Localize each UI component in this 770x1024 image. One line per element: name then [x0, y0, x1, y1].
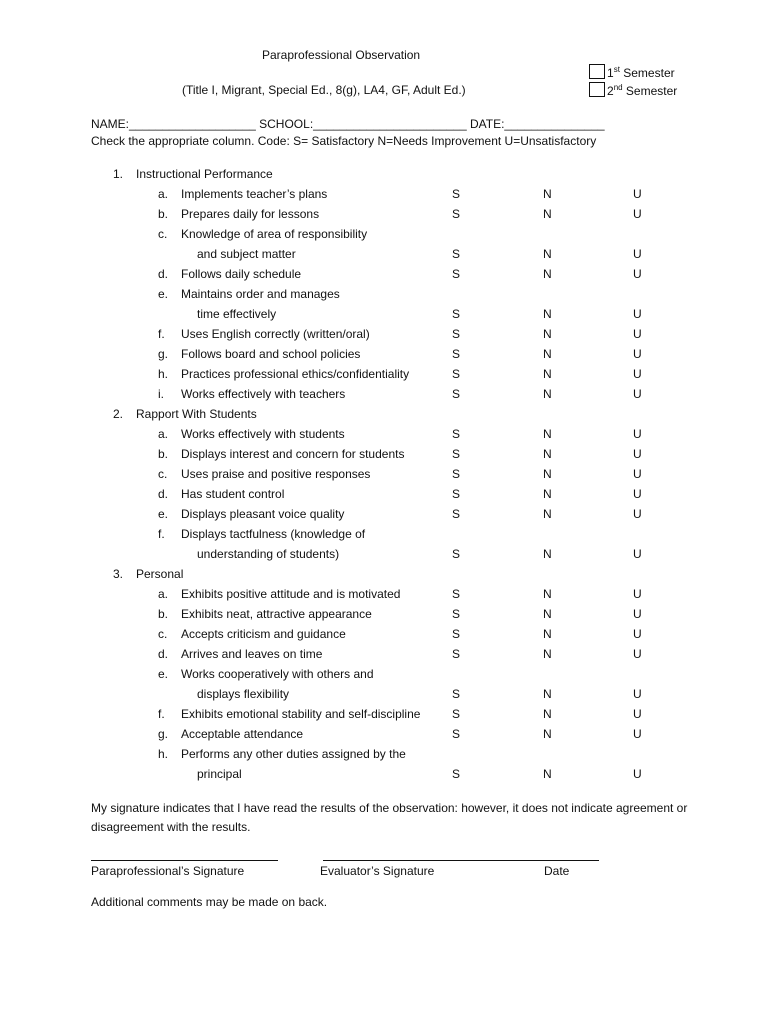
- name-school-date-fields[interactable]: NAME:___________________ SCHOOL:_______________________ DATE:_______________: [91, 117, 605, 131]
- rating-satisfactory[interactable]: S: [452, 327, 461, 341]
- rating-needs-improvement[interactable]: N: [543, 367, 552, 381]
- rating-needs-improvement[interactable]: N: [543, 267, 552, 281]
- item-text: principal: [197, 767, 242, 781]
- rating-needs-improvement[interactable]: N: [543, 487, 552, 501]
- rating-unsatisfactory[interactable]: U: [633, 487, 642, 501]
- item-letter: g.: [158, 727, 169, 741]
- rating-unsatisfactory[interactable]: U: [633, 507, 642, 521]
- evaluation-item-row: [0, 547, 770, 565]
- item-text: Performs any other duties assigned by the: [181, 747, 406, 761]
- rating-needs-improvement[interactable]: N: [543, 687, 552, 701]
- rating-needs-improvement[interactable]: N: [543, 707, 552, 721]
- item-text: Follows daily schedule: [181, 267, 302, 281]
- rating-satisfactory[interactable]: S: [452, 467, 461, 481]
- page-subtitle: (Title I, Migrant, Special Ed., 8(g), LA4, GF, Adult Ed.): [182, 83, 466, 97]
- evaluation-item-row: [0, 607, 770, 625]
- evaluation-item-row: [0, 287, 770, 305]
- date-label: Date: [544, 864, 570, 878]
- rating-satisfactory[interactable]: S: [452, 587, 461, 601]
- rating-needs-improvement[interactable]: N: [543, 207, 552, 221]
- item-text: and subject matter: [197, 247, 296, 261]
- evaluation-item-row: [0, 507, 770, 525]
- rating-satisfactory[interactable]: S: [452, 607, 461, 621]
- rating-unsatisfactory[interactable]: U: [633, 447, 642, 461]
- item-text: Exhibits positive attitude and is motivated: [181, 587, 401, 601]
- item-text: Has student control: [181, 487, 285, 501]
- semester-2-label: Semester: [622, 84, 678, 98]
- rating-needs-improvement[interactable]: N: [543, 507, 552, 521]
- evaluation-item-row: [0, 667, 770, 685]
- rating-unsatisfactory[interactable]: U: [633, 767, 642, 781]
- item-letter: b.: [158, 607, 169, 621]
- rating-needs-improvement[interactable]: N: [543, 187, 552, 201]
- rating-satisfactory[interactable]: S: [452, 207, 461, 221]
- rating-unsatisfactory[interactable]: U: [633, 707, 642, 721]
- rating-unsatisfactory[interactable]: U: [633, 207, 642, 221]
- paraprofessional-signature-label: Paraprofessional’s Signature: [91, 864, 245, 878]
- rating-unsatisfactory[interactable]: U: [633, 727, 642, 741]
- evaluation-item-row: [0, 487, 770, 505]
- item-text: Practices professional ethics/confidentiality: [181, 367, 410, 381]
- item-text: Works effectively with students: [181, 427, 345, 441]
- semester-1-suffix: st: [613, 65, 620, 74]
- semester-1-checkbox[interactable]: [589, 64, 605, 79]
- evaluation-item-row: [0, 347, 770, 365]
- rating-unsatisfactory[interactable]: U: [633, 247, 642, 261]
- rating-satisfactory[interactable]: S: [452, 307, 461, 321]
- semester-1-label: Semester: [619, 66, 675, 80]
- item-text: Prepares daily for lessons: [181, 207, 320, 221]
- item-letter: f.: [158, 527, 165, 541]
- rating-needs-improvement[interactable]: N: [543, 427, 552, 441]
- item-text: Maintains order and manages: [181, 287, 340, 301]
- evaluation-item-row: [0, 707, 770, 725]
- section-header: [0, 167, 770, 185]
- item-letter: h.: [158, 747, 169, 761]
- rating-needs-improvement[interactable]: N: [543, 607, 552, 621]
- rating-unsatisfactory[interactable]: U: [633, 387, 642, 401]
- rating-unsatisfactory[interactable]: U: [633, 187, 642, 201]
- item-text: Accepts criticism and guidance: [181, 627, 346, 641]
- rating-needs-improvement[interactable]: N: [543, 547, 552, 561]
- item-text: Uses English correctly (written/oral): [181, 327, 370, 341]
- rating-satisfactory[interactable]: S: [452, 547, 461, 561]
- evaluation-item-row: [0, 627, 770, 645]
- rating-needs-improvement[interactable]: N: [543, 307, 552, 321]
- semester-2-suffix: nd: [613, 83, 623, 92]
- section-header: [0, 567, 770, 585]
- evaluation-item-row: [0, 647, 770, 665]
- item-letter: b.: [158, 447, 169, 461]
- section-title: Rapport With Students: [136, 407, 257, 421]
- rating-satisfactory[interactable]: S: [452, 727, 461, 741]
- rating-unsatisfactory[interactable]: U: [633, 367, 642, 381]
- item-text: Acceptable attendance: [181, 727, 304, 741]
- evaluation-item-row: [0, 447, 770, 465]
- evaluation-item-row: [0, 327, 770, 345]
- evaluation-item-row: [0, 227, 770, 245]
- rating-needs-improvement[interactable]: N: [543, 247, 552, 261]
- rating-needs-improvement[interactable]: N: [543, 627, 552, 641]
- evaluation-item-row: [0, 427, 770, 445]
- evaluation-item-row: [0, 687, 770, 705]
- item-text: Arrives and leaves on time: [181, 647, 323, 661]
- evaluation-item-row: [0, 747, 770, 765]
- rating-satisfactory[interactable]: S: [452, 687, 461, 701]
- item-letter: e.: [158, 507, 169, 521]
- evaluation-item-row: [0, 207, 770, 225]
- item-text: Uses praise and positive responses: [181, 467, 371, 481]
- instruction-line: Check the appropriate column. Code: S= Satisfactory N=Needs Improvement U=Unsatisfactory: [91, 134, 597, 148]
- rating-satisfactory[interactable]: S: [452, 707, 461, 721]
- rating-needs-improvement[interactable]: N: [543, 467, 552, 481]
- item-text: Follows board and school policies: [181, 347, 361, 361]
- rating-satisfactory[interactable]: S: [452, 267, 461, 281]
- item-text: Displays tactfulness (knowledge of: [181, 527, 366, 541]
- rating-unsatisfactory[interactable]: U: [633, 647, 642, 661]
- item-letter: f.: [158, 327, 165, 341]
- evaluation-item-row: [0, 727, 770, 745]
- evaluation-item-row: [0, 467, 770, 485]
- page-title: Paraprofessional Observation: [262, 48, 421, 62]
- item-text: Knowledge of area of responsibility: [181, 227, 368, 241]
- item-letter: a.: [158, 187, 169, 201]
- rating-unsatisfactory[interactable]: U: [633, 467, 642, 481]
- rating-satisfactory[interactable]: S: [452, 187, 461, 201]
- item-letter: i.: [158, 387, 164, 401]
- semester-2-number: 2: [607, 84, 614, 98]
- rating-needs-improvement[interactable]: N: [543, 647, 552, 661]
- rating-unsatisfactory[interactable]: U: [633, 687, 642, 701]
- rating-unsatisfactory[interactable]: U: [633, 587, 642, 601]
- item-text: displays flexibility: [197, 687, 290, 701]
- item-letter: b.: [158, 207, 169, 221]
- item-letter: a.: [158, 587, 169, 601]
- rating-unsatisfactory[interactable]: U: [633, 347, 642, 361]
- item-text: Exhibits emotional stability and self-discipline: [181, 707, 421, 721]
- item-letter: d.: [158, 267, 169, 281]
- rating-satisfactory[interactable]: S: [452, 507, 461, 521]
- item-text: Displays interest and concern for students: [181, 447, 405, 461]
- evaluator-signature-label: Evaluator’s Signature: [320, 864, 435, 878]
- item-text: Displays pleasant voice quality: [181, 507, 345, 521]
- evaluation-item-row: [0, 187, 770, 205]
- rating-satisfactory[interactable]: S: [452, 447, 461, 461]
- rating-unsatisfactory[interactable]: U: [633, 627, 642, 641]
- item-letter: c.: [158, 227, 168, 241]
- item-letter: c.: [158, 627, 168, 641]
- rating-needs-improvement[interactable]: N: [543, 727, 552, 741]
- paraprofessional-signature-line[interactable]: [91, 860, 278, 861]
- semester-2-checkbox[interactable]: [589, 82, 605, 97]
- item-letter: f.: [158, 707, 165, 721]
- rating-needs-improvement[interactable]: N: [543, 347, 552, 361]
- evaluation-item-row: [0, 247, 770, 265]
- evaluation-item-row: [0, 587, 770, 605]
- signature-statement: My signature indicates that I have read the results of the observation: however, it does not indicate agreement or disagreement with the results.: [91, 801, 688, 834]
- evaluator-signature-line[interactable]: [323, 860, 599, 861]
- section-title: Personal: [136, 567, 184, 581]
- item-text: Exhibits neat, attractive appearance: [181, 607, 372, 621]
- rating-satisfactory[interactable]: S: [452, 647, 461, 661]
- item-letter: h.: [158, 367, 169, 381]
- item-text: time effectively: [197, 307, 277, 321]
- rating-satisfactory[interactable]: S: [452, 247, 461, 261]
- rating-satisfactory[interactable]: S: [452, 627, 461, 641]
- rating-satisfactory[interactable]: S: [452, 347, 461, 361]
- item-text: understanding of students): [197, 547, 340, 561]
- rating-unsatisfactory[interactable]: U: [633, 607, 642, 621]
- rating-needs-improvement[interactable]: N: [543, 387, 552, 401]
- section-title: Instructional Performance: [136, 167, 273, 181]
- rating-unsatisfactory[interactable]: U: [633, 327, 642, 341]
- section-number: 2.: [113, 407, 124, 421]
- additional-comments-note: Additional comments may be made on back.: [91, 895, 328, 909]
- rating-needs-improvement[interactable]: N: [543, 327, 552, 341]
- rating-satisfactory[interactable]: S: [452, 387, 461, 401]
- rating-unsatisfactory[interactable]: U: [633, 267, 642, 281]
- evaluation-item-row: [0, 267, 770, 285]
- item-letter: c.: [158, 467, 168, 481]
- item-letter: e.: [158, 287, 169, 301]
- item-text: Works cooperatively with others and: [181, 667, 374, 681]
- item-text: Works effectively with teachers: [181, 387, 346, 401]
- section-header: [0, 407, 770, 425]
- item-letter: d.: [158, 487, 169, 501]
- evaluation-item-row: [0, 767, 770, 785]
- evaluation-item-row: [0, 527, 770, 545]
- item-text: Implements teacher’s plans: [181, 187, 328, 201]
- rating-satisfactory[interactable]: S: [452, 427, 461, 441]
- rating-needs-improvement[interactable]: N: [543, 447, 552, 461]
- evaluation-item-row: [0, 307, 770, 325]
- item-letter: d.: [158, 647, 169, 661]
- item-letter: e.: [158, 667, 169, 681]
- semester-1-number: 1: [607, 66, 614, 80]
- item-letter: a.: [158, 427, 169, 441]
- rating-satisfactory[interactable]: S: [452, 767, 461, 781]
- evaluation-item-row: [0, 367, 770, 385]
- rating-unsatisfactory[interactable]: U: [633, 547, 642, 561]
- rating-needs-improvement[interactable]: N: [543, 767, 552, 781]
- evaluation-item-row: [0, 387, 770, 405]
- section-number: 1.: [113, 167, 124, 181]
- rating-unsatisfactory[interactable]: U: [633, 307, 642, 321]
- section-number: 3.: [113, 567, 124, 581]
- rating-satisfactory[interactable]: S: [452, 487, 461, 501]
- rating-needs-improvement[interactable]: N: [543, 587, 552, 601]
- item-letter: g.: [158, 347, 169, 361]
- rating-unsatisfactory[interactable]: U: [633, 427, 642, 441]
- rating-satisfactory[interactable]: S: [452, 367, 461, 381]
